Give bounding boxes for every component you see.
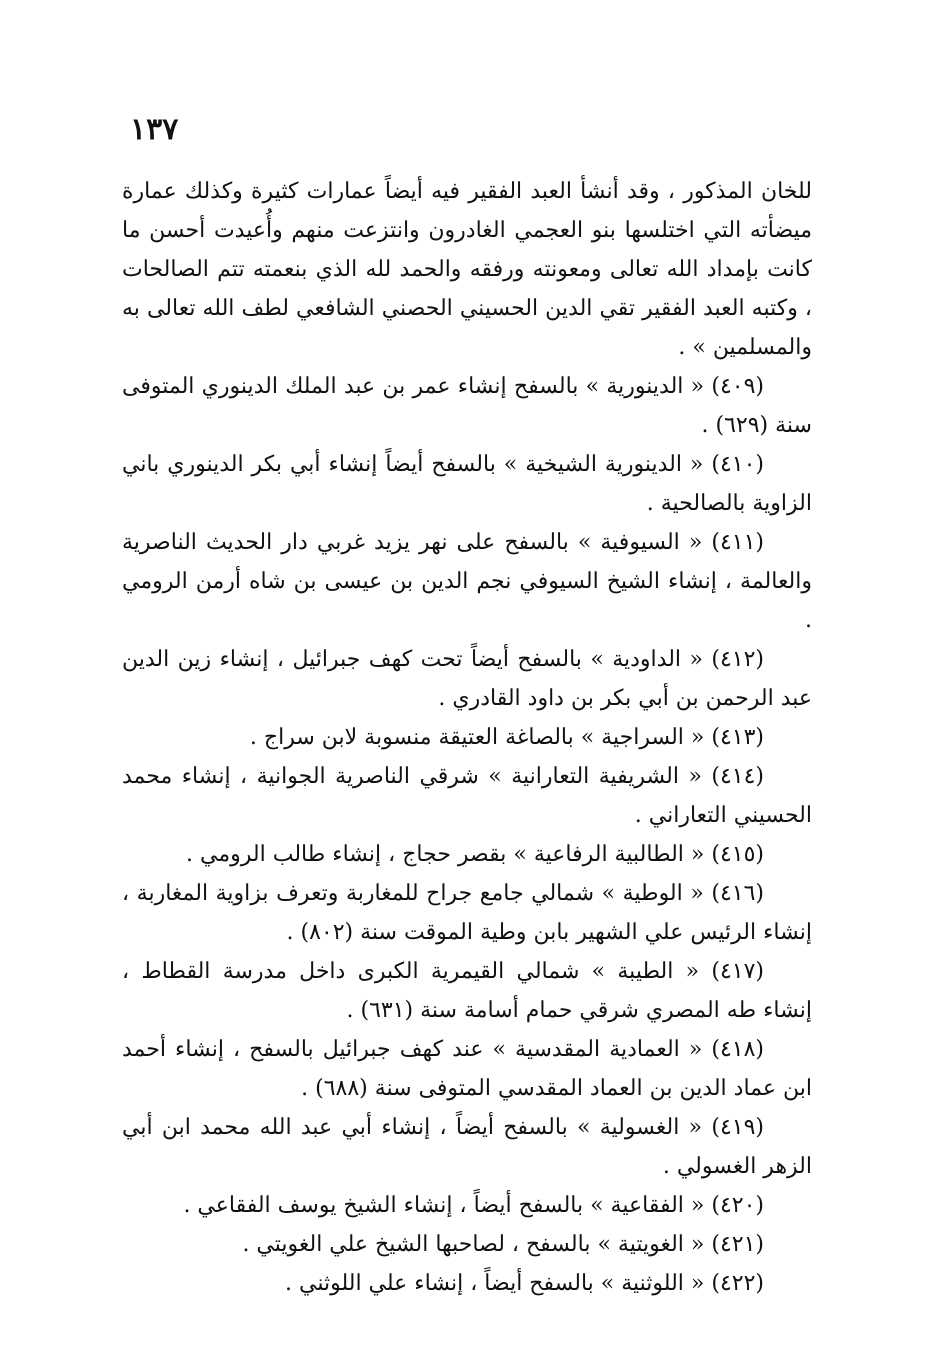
entry-number: (٤١٤) <box>711 764 764 789</box>
intro-paragraph: للخان المذكور ، وقد أنشأ العبد الفقير فيه أيضاً عمارات كثيرة وكذلك عمارة ميضأته التي اختلسها بنو العجمي الغادرون وانتزعت منهم وأُعيدت أحسن ما كانت بإمداد الله تعالى ومعونته ورفقه والحمد لله الذي بنعمته تتم الصالحات ، وكتبه العبد الفقير تقي الدين الحسيني الحصني الشافعي لطف الله تعالى به والمسلمين » . <box>122 179 812 360</box>
entry-number: (٤١٥) <box>711 842 764 867</box>
list-item <box>122 1108 812 1186</box>
list-item <box>122 835 812 874</box>
entry-number: (٤١٦) <box>711 881 764 906</box>
list-item <box>122 1264 812 1303</box>
list-item <box>122 718 812 757</box>
list-item <box>122 874 812 952</box>
entry-text: « الغويتية » بالسفح ، لصاحبها الشيخ علي الغويتي . <box>242 1232 705 1257</box>
list-item <box>122 523 812 640</box>
entry-text: « الفقاعية » بالسفح أيضاً ، إنشاء الشيخ يوسف الفقاعي . <box>183 1193 705 1218</box>
list-item <box>122 445 812 523</box>
entry-text: « الغسولية » بالسفح أيضاً ، إنشاء أبي عبد الله محمد ابن أبي الزهر الغسولي . <box>122 1115 812 1179</box>
list-item <box>122 1030 812 1108</box>
entry-number: (٤٢٠) <box>711 1193 764 1218</box>
entry-text: « العمادية المقدسية » عند كهف جبرائيل بالسفح ، إنشاء أحمد ابن عماد الدين بن العماد المقدسي المتوفى سنة (٦٨٨) . <box>122 1037 812 1101</box>
entry-text: « اللوثنية » بالسفح أيضاً ، إنشاء علي اللوثني . <box>285 1271 705 1296</box>
list-item <box>122 1225 812 1264</box>
entry-text: « الدينورية » بالسفح إنشاء عمر بن عبد الملك الدينوري المتوفى سنة (٦٢٩) . <box>122 374 812 438</box>
entry-text: « السيوفية » بالسفح على نهر يزيد غربي دار الحديث الناصرية والعالمة ، إنشاء الشيخ السيوفي نجم الدين بن عيسى بن شاه أرمن الرومي . <box>122 530 812 633</box>
list-item <box>122 640 812 718</box>
entry-number: (٤٠٩) <box>711 374 765 399</box>
list-item <box>122 952 812 1030</box>
entry-text: « الداودية » بالسفح أيضاً تحت كهف جبرائيل ، إنشاء زين الدين عبد الرحمن بن أبي بكر بن داود القادري . <box>122 647 812 711</box>
entry-number: (٤١٩) <box>711 1115 764 1140</box>
list-item <box>122 367 812 445</box>
entry-text: « الدينورية الشيخية » بالسفح أيضاً إنشاء أبي بكر الدينوري باني الزاوية بالصالحية . <box>122 452 812 516</box>
entry-text: « الوطية » شمالي جامع جراح للمغاربة وتعرف بزاوية المغاربة ، إنشاء الرئيس علي الشهير بابن وطية الموقت سنة (٨٠٢) . <box>122 881 812 945</box>
entry-text: « الطالبية الرفاعية » بقصر حجاج ، إنشاء طالب الرومي . <box>186 842 705 867</box>
entry-number: (٤١٢) <box>711 647 765 672</box>
entry-number: (٤١٧) <box>711 959 764 984</box>
list-item <box>122 757 812 835</box>
page-body <box>122 172 812 1303</box>
list-item <box>122 1186 812 1225</box>
entry-number: (٤١١) <box>711 530 764 555</box>
entry-number: (٤٢١) <box>711 1232 764 1257</box>
entry-text: « الشريفية التعارانية » شرقي الناصرية الجوانية ، إنشاء محمد الحسيني التعاراني . <box>122 764 812 828</box>
entry-text: « السراجية » بالصاغة العتيقة منسوبة لابن سراج . <box>249 725 705 750</box>
entry-text: « الطيبة » شمالي القيمرية الكبرى داخل مدرسة القطاط ، إنشاء طه المصري شرقي حمام أسامة سنة (٦٣١) . <box>122 959 812 1023</box>
entry-number: (٤١٣) <box>711 725 764 750</box>
entry-number: (٤٢٢) <box>711 1271 764 1296</box>
entry-number: (٤١٨) <box>711 1037 764 1062</box>
page-number: ١٣٧ <box>130 112 179 147</box>
entry-number: (٤١٠) <box>711 452 764 477</box>
